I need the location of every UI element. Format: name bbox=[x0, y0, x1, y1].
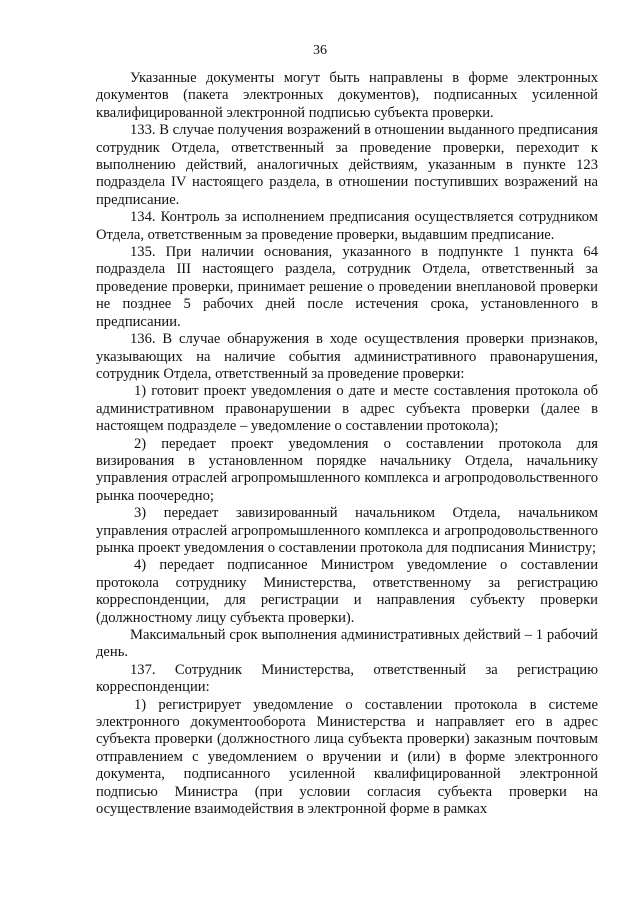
list-item: 1) готовит проект уведомления о дате и месте составления протокола об административном правонарушении в адрес субъекта проверки (далее в настоящем подразделе – уведомление о составлении протокола); bbox=[96, 383, 598, 435]
document-body bbox=[96, 70, 598, 818]
paragraph-136: 136. В случае обнаружения в ходе осуществления проверки признаков, указывающих на наличие события административного правонарушения, сотрудник Отдела, ответственный за проведение проверки: bbox=[96, 331, 598, 382]
list-item: 1) регистрирует уведомление о составлении протокола в системе электронного документооборота Министерства и направляет его в адрес субъекта проверки (должностного лица субъекта проверки) заказным почтовым отправлением с уведомлением о вручении и (или) в форме электронного документа, подписанного усиленной квалифицированной электронной подписью Министра (при условии согласия субъекта проверки на осуществление взаимодействия в электронной форме в рамках bbox=[96, 696, 598, 818]
list-item: 3) передает завизированный начальником Отдела, начальником управления отраслей агропромышленного комплекса и агропродовольственного рынка проект уведомления о составлении протокола для подписания Министру; bbox=[96, 505, 598, 556]
paragraph-134: 134. Контроль за исполнением предписания осуществляется сотрудником Отдела, ответственным за проведение проверки, выдавшим предписание. bbox=[96, 209, 598, 243]
paragraph: Указанные документы могут быть направлены в форме электронных документов (пакета электронных документов), подписанных усиленной квалифицированной электронной подписью субъекта проверки. bbox=[96, 70, 598, 121]
paragraph-133: 133. В случае получения возражений в отношении выданного предписания сотрудник Отдела, ответственный за проведение проверки, переходит к выполнению действий, аналогичных действиям, указанным в пункте 123 подраздела IV настоящего раздела, в отношении поступивших возражений на предписание. bbox=[96, 122, 598, 208]
paragraph-137: 137. Сотрудник Министерства, ответственный за регистрацию корреспонденции: bbox=[96, 661, 598, 696]
list-item: 4) передает подписанное Министром уведомление о составлении протокола сотруднику Министерства, ответственному за регистрацию корреспонденции, для регистрации и направления субъекту проверки (должностному лицу субъекта проверки). bbox=[96, 557, 598, 626]
paragraph: Максимальный срок выполнения административных действий – 1 рабочий день. bbox=[96, 627, 598, 661]
paragraph-135: 135. При наличии основания, указанного в подпункте 1 пункта 64 подраздела III настоящего раздела, сотрудник Отдела, ответственный за проведение проверки, принимает решение о проведении внеплановой проверки не позднее 5 рабочих дней после истечения срока, установленного в предписании. bbox=[96, 244, 598, 330]
page-number: 36 bbox=[313, 43, 327, 58]
list-item: 2) передает проект уведомления о составлении протокола для визирования в установленном порядке начальнику Отдела, начальнику управления отраслей агропромышленного комплекса и агропродовольственного рынка поочередно; bbox=[96, 435, 598, 504]
